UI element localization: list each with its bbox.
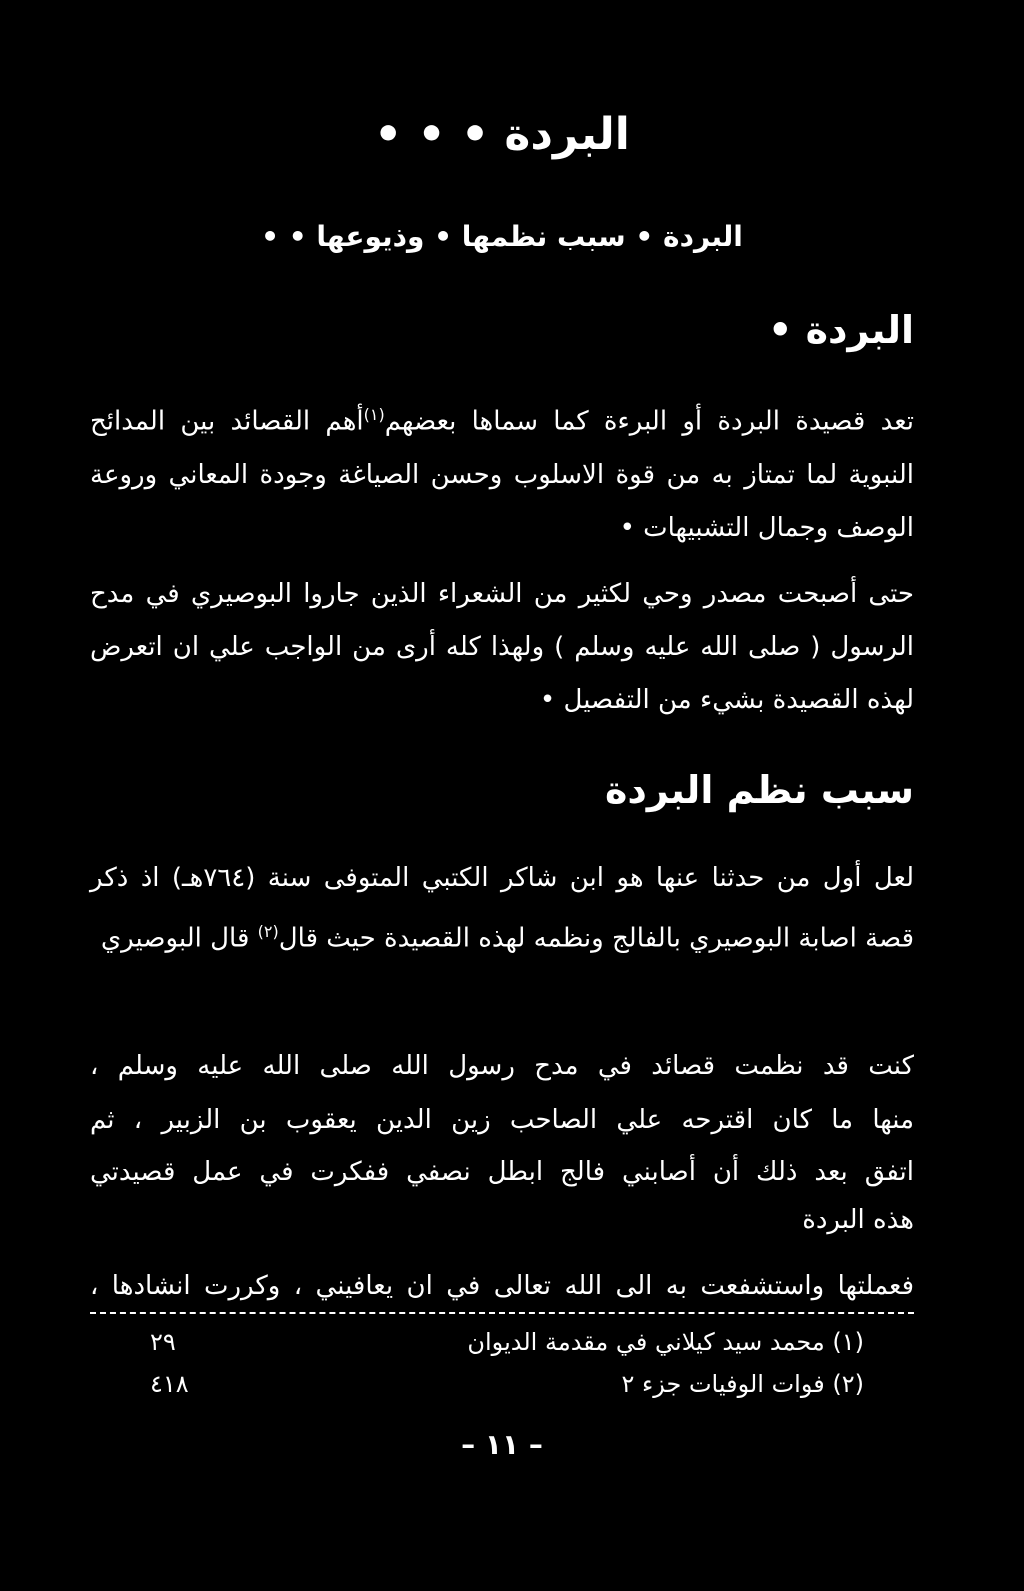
quote-line-3: اتفق بعد ذلك أن أصابني فالج ابطل نصفي ففكرت في عمل قصيدتي (90, 1157, 914, 1187)
footnote-1-ref: ٢٩ (150, 1328, 176, 1356)
footnote-2-marker: (٢) (832, 1370, 864, 1398)
footnote-1-marker: (١) (832, 1328, 864, 1356)
paragraph-intro-text-1: تعد قصيدة البردة أو البرءة كما سماها بعضهم (384, 406, 915, 437)
quote-line-2: منها ما كان اقترحه علي الصاحب زين الدين يعقوب بن الزبير ، ثم (90, 1105, 914, 1135)
paragraph-intro (90, 388, 914, 555)
document-page (90, 0, 914, 1591)
footnote-2-text: فوات الوفيات جزء ٢ (621, 1370, 825, 1398)
footnote-marker-1: (١) (363, 405, 385, 424)
section-heading-reason: سبب نظم البردة (604, 768, 914, 812)
page-subtitle: البردة • سبب نظمها • وذيوعها • • (261, 220, 743, 253)
quote-line-1: كنت قد نظمت قصائد في مدح رسول الله صلى الله عليه وسلم ، (90, 1051, 914, 1081)
quote-line-5: فعملتها واستشفعت به الى الله تعالى في ان يعافيني ، وكررت انشادها ، (90, 1271, 914, 1301)
paragraph-reason-text-2: قال البوصيري (100, 923, 250, 954)
footnote-2-ref: ٤١٨ (150, 1370, 189, 1398)
footnote-divider (90, 1312, 914, 1314)
page-number: – ١١ – (461, 1428, 543, 1461)
footnote-2-body (621, 1362, 864, 1406)
paragraph-reason-text-1: لعل أول من حدثنا عنها هو ابن شاكر الكتبي المتوفى سنة (٧٦٤هـ) اذ ذكر قصة اصابة البوصيري بالفالج ونظمه لهذه القصيدة حيث قال (90, 863, 915, 954)
footnote-2 (150, 1362, 864, 1406)
footnote-marker-2: (٢) (257, 922, 279, 941)
page-title: البردة • • • (374, 109, 630, 160)
footnote-1-text: محمد سيد كيلاني في مقدمة الديوان (467, 1328, 825, 1356)
paragraph-influence: حتى أصبحت مصدر وحي لكثير من الشعراء الذين جاروا البوصيري في مدح الرسول ( صلى الله عليه وسلم ) ولهذا كله أرى من الواجب علي ان اتعرض لهذه القصيدة بشيء من التفصيل • (90, 579, 914, 715)
quote-line-4: هذه البردة (802, 1205, 914, 1235)
footnote-1 (150, 1320, 864, 1364)
paragraph-reason (90, 852, 914, 966)
section-heading-burda: البردة • (768, 308, 914, 352)
footnote-1-body (467, 1320, 864, 1364)
paragraph-intro-text-2: أهم القصائد بين المدائح النبوية لما تمتاز به من قوة الاسلوب وحسن الصياغة وجودة المعاني وروعة الوصف وجمال التشبيهات • (90, 406, 914, 543)
